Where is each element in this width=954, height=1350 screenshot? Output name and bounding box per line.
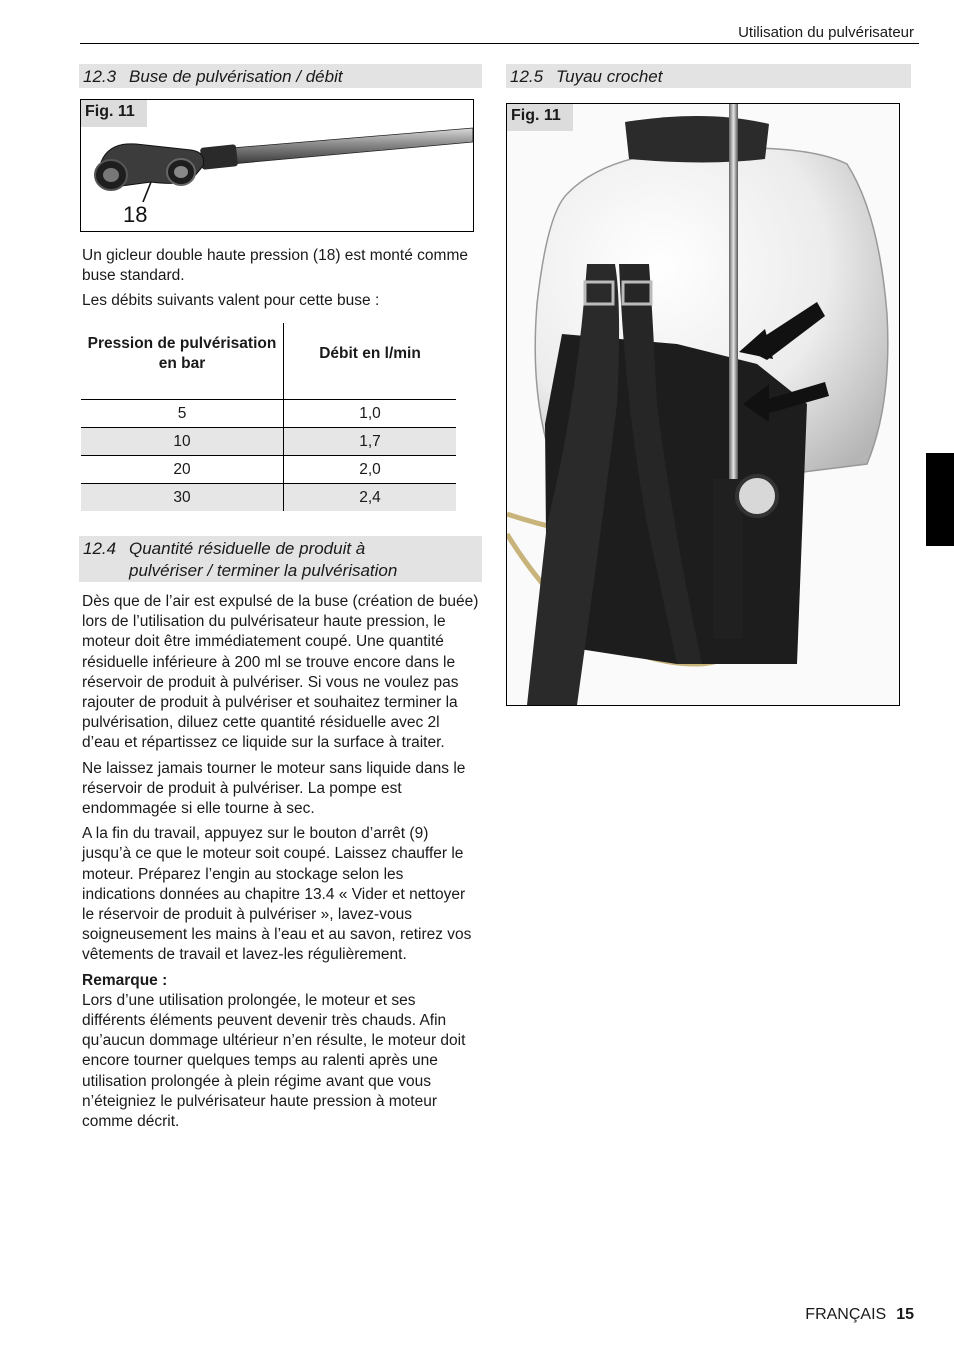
- table-cell: 30: [81, 484, 284, 512]
- paragraph: Les débits suivants valent pour cette buse :: [82, 292, 380, 310]
- table-cell: 1,7: [284, 428, 457, 456]
- page-footer: [805, 1306, 914, 1324]
- figure-nozzle: [80, 99, 474, 232]
- section-heading-12-3: [79, 64, 482, 88]
- section-12-3-text: [82, 246, 480, 317]
- table-cell: 20: [81, 456, 284, 484]
- table-row: [81, 400, 456, 428]
- nozzle-illustration: [81, 100, 473, 231]
- table-cell: 10: [81, 428, 284, 456]
- figure-label: Fig. 11: [81, 100, 147, 127]
- running-header: Utilisation du pulvérisateur: [738, 24, 914, 41]
- section-title-line2: pulvériser / terminer la pulvérisation: [129, 561, 398, 580]
- note-text: Lors d’une utilisation prolongée, le moteur et ses différents éléments peuvent devenir très chauds. Afin qu’aucun dommage ultérieur n’en résulte, le moteur doit encore tourner quelques temps au ralenti après une utilisation prolongée à plein régime avant que vous n’éteigniez le pulvérisateur haute pression à moteur comme décrit.: [82, 991, 466, 1131]
- flow-rate-table: [81, 323, 456, 511]
- figure-sprayer: [506, 103, 900, 706]
- footer-language: FRANÇAIS: [805, 1306, 887, 1323]
- note-title: Remarque :: [82, 971, 168, 989]
- section-number: 12.4: [83, 539, 117, 558]
- section-title: Tuyau crochet: [556, 67, 663, 86]
- table-row: [81, 484, 456, 512]
- table-header-flow: Débit en l/min: [319, 345, 421, 362]
- table-cell: 1,0: [284, 400, 457, 428]
- paragraph: Dès que de l’air est expulsé de la buse (création de buée) lors de l’utilisation du pulvérisateur haute pression, le moteur doit être immédiatement coupé. Une quantité résiduelle inférieure à 200 ml se trouve encore dans le réservoir de produit à pulvériser. Si vous ne voulez pas rajouter de produit à pulvériser et souhaitez terminer la pulvérisation, diluez cette quantité résiduelle avec 2l d’eau et répartissez ce liquide sur la surface à traiter.: [82, 593, 479, 752]
- paragraph: A la fin du travail, appuyez sur le bouton d’arrêt (9) jusqu’à ce que le moteur soit coupé. Laissez chauffer le moteur. Préparez l’engin au stockage selon les indications données au chapitre 13.4 « Vider et nettoyer le réservoir de produit à pulvériser », lavez-vous soigneusement les mains à l’eau et au savon, retirez vos vêtements de travail et lavez-les régulièrement.: [82, 825, 472, 964]
- sprayer-illustration: [507, 104, 899, 705]
- paragraph: Un gicleur double haute pression (18) est monté comme buse standard.: [82, 247, 468, 285]
- section-heading-12-4: [79, 536, 482, 582]
- table-row: [81, 428, 456, 456]
- section-number: 12.5: [510, 67, 544, 86]
- section-heading-12-5: [506, 64, 911, 88]
- callout-number: 18: [123, 202, 148, 227]
- section-title: Buse de pulvérisation / débit: [129, 67, 343, 86]
- section-number: 12.3: [83, 67, 117, 86]
- table-header-pressure: Pression de pulvérisation en bar: [81, 323, 284, 385]
- section-12-4-text: [82, 592, 480, 1137]
- section-title-line1: Quantité résiduelle de produit à: [129, 539, 366, 558]
- chapter-thumb-tab: [926, 453, 954, 546]
- header-rule: [80, 43, 919, 44]
- page-number: 15: [896, 1306, 914, 1323]
- table-cell: 2,4: [284, 484, 457, 512]
- table-row: [81, 456, 456, 484]
- figure-label: Fig. 11: [507, 104, 573, 131]
- table-cell: 2,0: [284, 456, 457, 484]
- table-cell: 5: [81, 400, 284, 428]
- paragraph: Ne laissez jamais tourner le moteur sans liquide dans le réservoir de produit à pulvériser. La pompe est endommagée si elle tourne à sec.: [82, 759, 466, 818]
